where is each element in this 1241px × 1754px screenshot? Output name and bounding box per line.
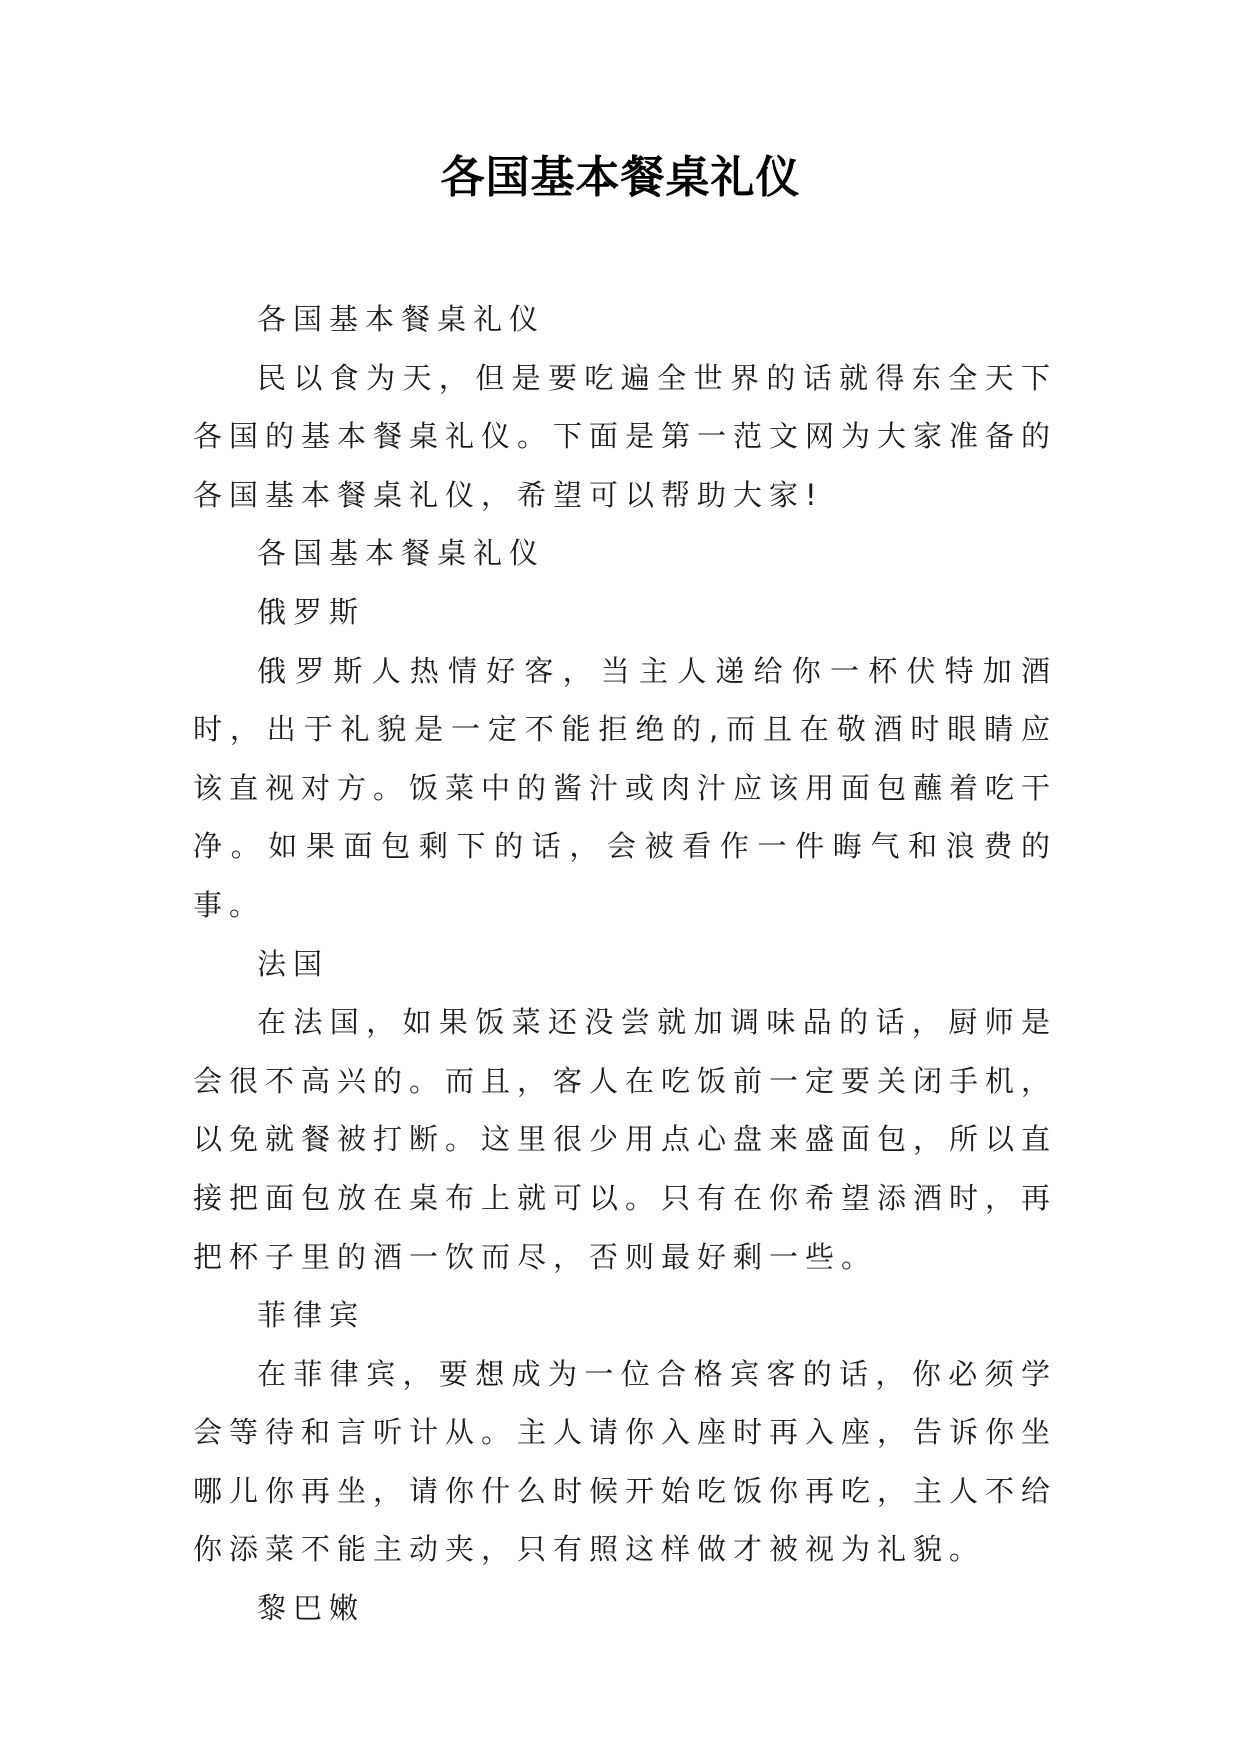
- heading-france: 法国: [257, 946, 330, 981]
- paragraph-russia: 俄罗斯人热情好客，当主人递给你一杯伏特加酒时，出于礼貌是一定不能拒绝的,而且在敬酒时眼睛应该直视对方。饭菜中的酱汁或肉汁应该用面包蘸着吃干净。如果面包剩下的话，会被看作一件晦气和浪费的事。: [193, 653, 1058, 922]
- heading-russia: 俄罗斯: [257, 594, 366, 629]
- paragraph-intro: 民以食为天，但是要吃遍全世界的话就得东全天下各国的基本餐桌礼仪。下面是第一范文网为大家准备的各国基本餐桌礼仪，希望可以帮助大家!: [193, 360, 1058, 512]
- document-body: [193, 290, 1057, 1638]
- paragraph-france: 在法国，如果饭菜还没尝就加调味品的话，厨师是会很不高兴的。而且，客人在吃饭前一定要关闭手机，以免就餐被打断。这里很少用点心盘来盛面包，所以直接把面包放在桌布上就可以。只有在你希望添酒时，再把杯子里的酒一饮而尽，否则最好剩一些。: [193, 1005, 1058, 1274]
- paragraph-philippines: 在菲律宾，要想成为一位合格宾客的话，你必须学会等待和言听计从。主人请你入座时再入座，告诉你坐哪儿你再坐，请你什么时候开始吃饭你再吃，主人不给你添菜不能主动夹，只有照这样做才被视为礼貌。: [193, 1356, 1058, 1567]
- paragraph-section-heading: 各国基本餐桌礼仪: [257, 536, 546, 571]
- document-title: 各国基本餐桌礼仪: [440, 152, 801, 203]
- paragraph-subtitle: 各国基本餐桌礼仪: [257, 302, 546, 336]
- heading-lebanon: 黎巴嫩: [257, 1591, 366, 1626]
- heading-philippines: 菲律宾: [257, 1298, 366, 1333]
